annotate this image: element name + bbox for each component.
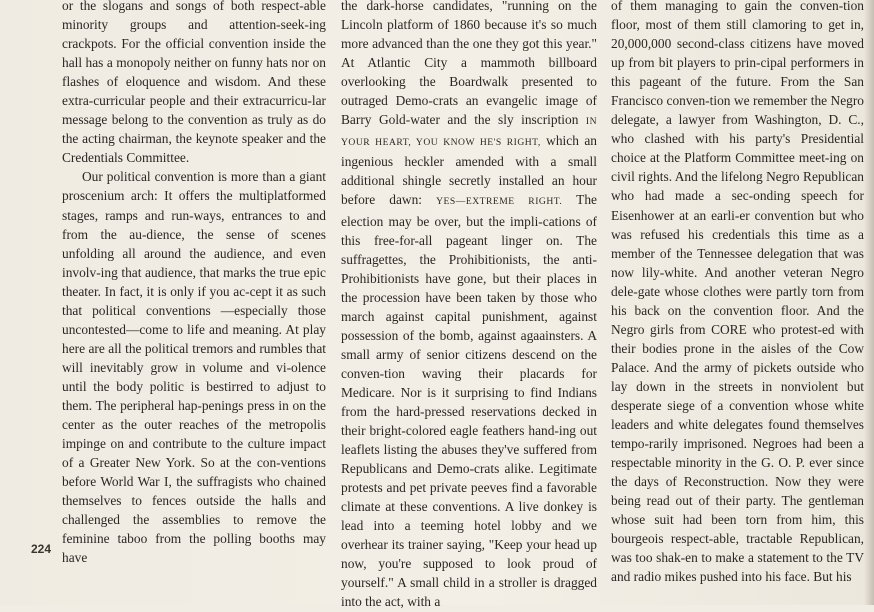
text-column-middle xyxy=(341,0,597,612)
billboard-inscription: IN YOUR HEART, YOU KNOW HE'S RIGHT, xyxy=(341,116,597,149)
paragraph xyxy=(341,0,597,612)
paragraph: of them managing to gain the conven-tion floor, most of them still clamoring to get in, 20,000,000 second-class citizens have moved up from bit players to prin-cipal performers in this pageant of the future. From the San Francisco conven-tion we remember the Negro delegate, a lawyer from Washington, D. C., who clashed with his party's Presidential choice at the Platform Committee meet-ing on civil rights. And the lifelong Negro Republican who had made a sec-onding speech for Eisenhower at an earli-er convention but who was refused his credentials this time as a member of the Tennessee delegation that was now lily-white. And another veteran Negro dele-gate whose clothes were partly torn from his back on the convention floor. And the Negro girls from CORE who protest-ed with their bodies prone in the aisles of the Cow Palace. And the army of pickets outside who lay down in the streets in nonviolent but desperate siege of a convention whose white leaders and white delegates found themselves tempo-rarily imprisoned. Negroes had been a respectable minority in the G. O. P. ever since the days of Reconstruction. Now they were being read out of their party. The gentleman whose suit had been torn from him, this bourgeois respect-able, tractable Republican, was too shak-en to make a statement to the TV and radio mikes pushed into his face. But his xyxy=(611,0,864,585)
paragraph: or the slogans and songs of both respect-able minority groups and attention-seek-ing crackpots. For the official convention inside the hall has a monopoly neither on funny hats nor on flashes of eloquence and wisdom. And these extra-curricular people and their extracurricu-lar message belong to the convention as truly as do the acting chairman, the keynote speaker and the Credentials Committee. xyxy=(62,0,326,166)
body-text: which an ingenious heckler amended with a small additional shingle secretly installed an hour before dawn: xyxy=(341,133,597,208)
heckler-amendment: YES—EXTREME RIGHT. xyxy=(436,196,563,208)
paragraph: Our political convention is more than a giant proscenium arch: It offers the multiplatformed stages, ramps and run-ways, entrances to and from the au-dience, the sense of scenes unfolding all around the audience, and even involv-ing that audience, that marks the true epic theater. In fact, it is only if you ac-cept it as such that political conventions —especially those uncontested—come to life and meaning. At play here are all the political tremors and rumbles that will inevitably grow in volume and vi-olence until the body politic is bestirred to adjust to them. The peripheral hap-penings press in on the center as the outer reaches of the metropolis impinge on and contribute to the culture impact of a Greater New York. So at the con-ventions before World War I, the suffragists who chained themselves to fences outside the halls and challenged the assemblies to remove the feminine taboo from the polling booths may have xyxy=(62,169,326,566)
text-column-right xyxy=(611,0,864,586)
body-text: the dark-horse candidates, "running on the Lincoln platform of 1860 because it's so much more advanced than the one they got this year." At Atlantic City a mammoth billboard overlooking the Boardwalk presented to outraged Demo-crats an evangelic image of Barry Gold-water and the sly inscription xyxy=(341,0,597,128)
text-column-left xyxy=(62,0,326,567)
page-number: 224 xyxy=(31,542,52,556)
page-edge-shadow xyxy=(864,0,874,605)
body-text: The election may be over, but the impli-cations of this free-for-all pageant linger on. The suffragettes, the Prohibitionists, the anti-Prohibitionists have gone, but their places in the procession have been taken by those who march against capital punishment, against possession of the bomb, against agaainsters. A small army of senior citizens descend on the conven-tion waving their placards for Medicare. Nor is it surprising to find Indians from the hard-pressed reservations decked in their bright-colored eagle feathers hand-ing out leaflets listing the abuses they've suffered from Republicans and Demo-crats alike. Legitimate protests and pet private peeves find a favorable climate at these conventions. A live donkey is lead into a teeming hotel lobby and we overhear its trainer saying, "Keep your head up now, you're supposed to look proud of yourself." A small child in a stroller is dragged into the act, with a xyxy=(341,192,597,610)
